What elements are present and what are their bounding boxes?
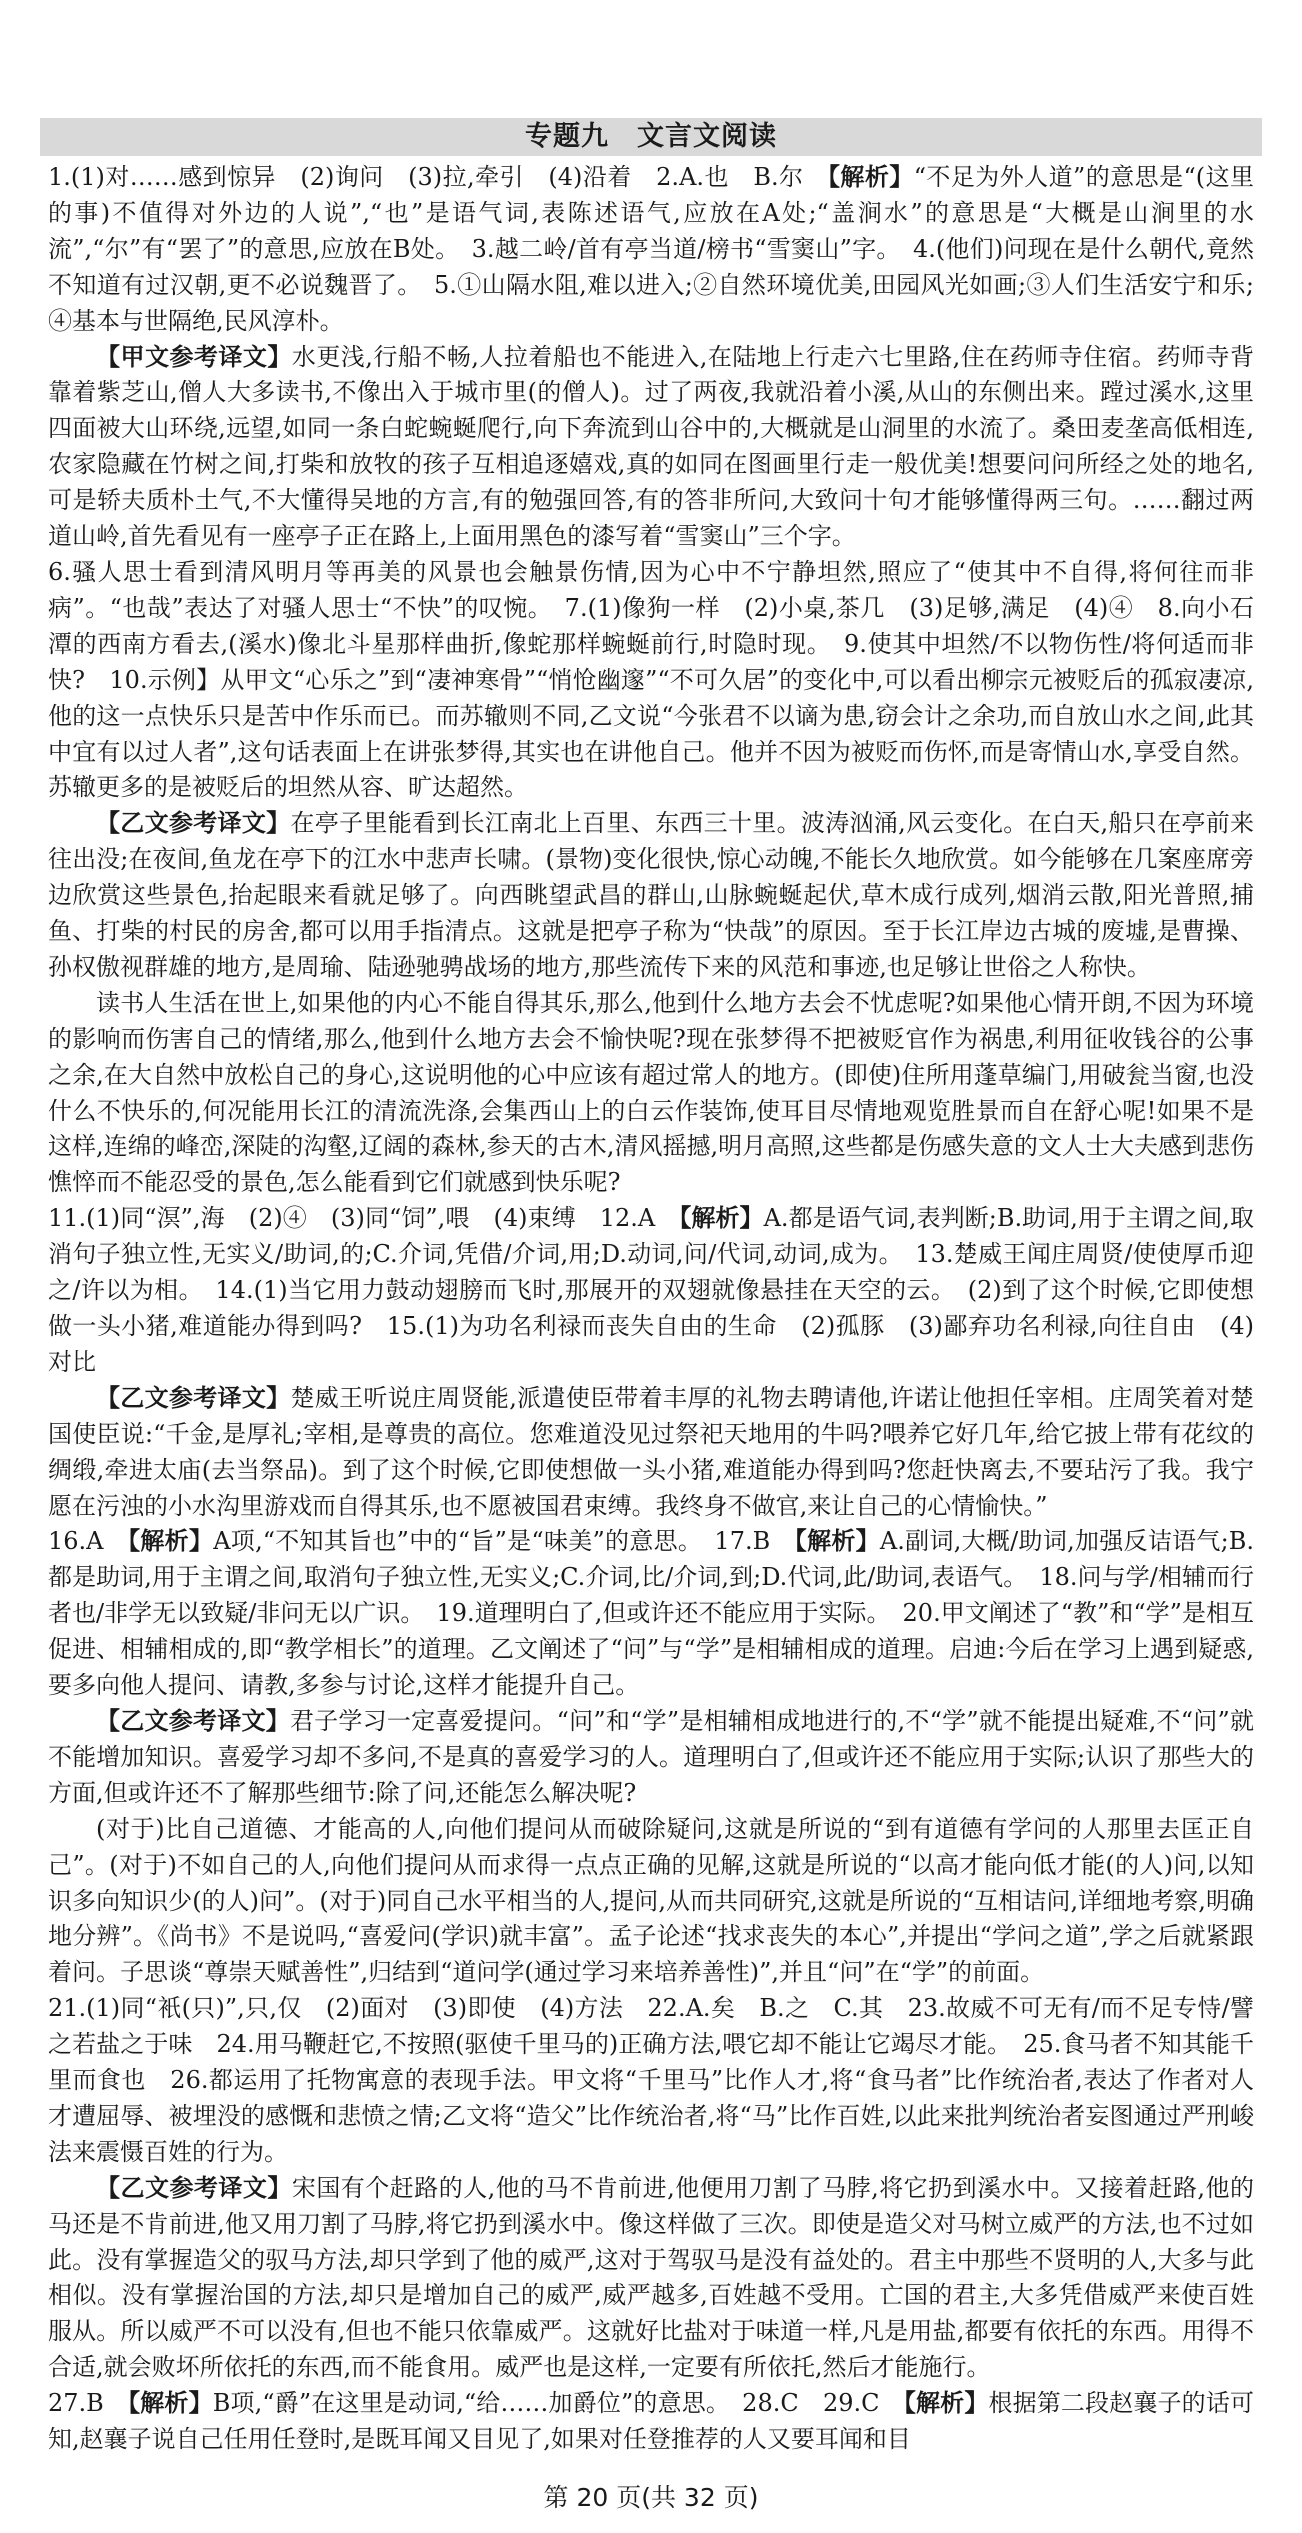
translation-paragraph: 【甲文参考译文】水更浅,行船不畅,人拉着船也不能进入,在陆地上行走六七里路,住在药师寺住宿。药师寺背靠着紫芝山,僧人大多读书,不像出入于城市里(的僧人)。过了两夜,我就沿着小溪,从山的东侧出来。蹚过溪水,这里四面被大山环绕,远望,如同一条白蛇蜿蜒爬行,向下奔流到山谷中的,大概就是山洞里的水流了。桑田麦垄高低相连,农家隐藏在竹树之间,打柴和放牧的孩子互相追逐嬉戏,真的如同在图画里行走一般优美!想要问问所经之处的地名,可是轿夫质朴土气,不大懂得吴地的方言,有的勉强回答,有的答非所问,大致问十句才能够懂得两三句。……翻过两道山岭,首先看见有一座亭子正在路上,上面用黑色的漆写着“雪窦山”三个字。 [48, 342, 1255, 551]
answer-tag: 【解析】 [794, 1527, 880, 1556]
answer-paragraph: 6.骚人思士看到清风明月等再美的风景也会触景伤情,因为心中不宁静坦然,照应了“使其中不自得,将何往而非病”。“也哉”表达了对骚人思士“不快”的叹惋。 7.(1)像狗一样 (2)小桌,茶几 (3)足够,满足 (4)④ 8.向小石潭的西南方看去,(溪水)像北斗星那样曲折,像蛇那样蜿蜒前行,时隐时现。 9.使其中坦然/不以物伤性/将何适而非快? 10.示例】从甲文“心乐之”到“凄神寒骨”“悄怆幽邃”“不可久居”的变化中,可以看出柳宗元被贬后的孤寂凄凉,他的这一点快乐只是苦中作乐而已。而苏辙则不同,乙文说“今张君不以谪为患,窃会计之余功,而自放山水之间,此其中宜有以过人者”,这句话表面上在讲张梦得,其实也在讲他自己。他并不因为被贬而伤怀,而是寄情山水,享受自然。苏辙更多的是被贬后的坦然从容、旷达超然。 [48, 557, 1254, 802]
answer-tag: 【解析】 [903, 2389, 989, 2418]
section-title-bar [40, 118, 1262, 156]
answer-tag: 【解析】 [128, 2389, 213, 2418]
answer-paragraph: 16.A 【解析】A项,“不知其旨也”中的“旨”是“味美”的意思。 17.B 【解析】A.副词,大概/助词,加强反诘语气;B.都是助词,用于主谓之间,取消句子独立性,无实义;C.介词,比/介词,到;D.代词,此/助词,表语气。 18.问与学/相辅而行者也/非学无以致疑/非问无以广识。 19.道理明白了,但或许还不能应用于实际。 20.甲文阐述了“教”和“学”是相互促进、相辅相成的,即“教学相长”的道理。乙文阐述了“问”与“学”是相辅相成的道理。启迪:今后在学习上遇到疑惑,要多向他人提问、请教,多参与讨论,这样才能提升自己。 [48, 1527, 1255, 1700]
answer-tag: 【乙文参考译文】 [96, 809, 291, 838]
answer-tag: 【解析】 [679, 1204, 764, 1233]
answer-tag: 【解析】 [128, 1527, 214, 1556]
answer-content [48, 160, 1254, 2458]
translation-paragraph: 【乙文参考译文】宋国有个赶路的人,他的马不肯前进,他便用刀割了马脖,将它扔到溪水中。又接着赶路,他的马还是不肯前进,他又用刀割了马脖,将它扔到溪水中。像这样做了三次。即使是造父对马树立威严的方法,也不过如此。没有掌握造父的驭马方法,却只学到了他的威严,这对于驾驭马是没有益处的。君主中那些不贤明的人,大多与此相似。没有掌握治国的方法,却只是增加自己的威严,威严越多,百姓越不受用。亡国的君主,大多凭借威严来使百姓服从。所以威严不可以没有,但也不能只依靠威严。这就好比盐对于味道一样,凡是用盐,都要有依托的东西。用得不合适,就会败坏所依托的东西,而不能食用。威严也是这样,一定要有所依托,然后才能施行。 [48, 2173, 1255, 2382]
answer-paragraph: 21.(1)同“衹(只)”,只,仅 (2)面对 (3)即使 (4)方法 22.A.矣 B.之 C.其 23.故威不可无有/而不足专恃/譬之若盐之于味 24.用马鞭赶它,不按照(驱使千里马的)正确方法,喂它却不能让它竭尽才能。 25.食马者不知其能千里而食也 26.都运用了托物寓意的表现手法。甲文将“千里马”比作人才,将“食马者”比作统治者,表达了作者对人才遭屈辱、被埋没的感慨和悲愤之情;乙文将“造父”比作统治者,将“马”比作百姓,以此来批判统治者妄图通过严刑峻法来震慑百姓的行为。 [48, 1994, 1254, 2166]
answer-tag: 【解析】 [827, 163, 914, 191]
answer-paragraph: 1.(1)对……感到惊异 (2)询问 (3)拉,牵引 (4)沿着 2.A.也 B.尔 【解析】“不足为外人道”的意思是“(这里的事)不值得对外边的人说”,“也”是语气词,表陈述语气,应放在A处;“盖涧水”的意思是“大概是山涧里的水流”,“尔”有“罢了”的意思,应放在B处。 3.越二岭/首有亭当道/榜书“雪窦山”字。 4.(他们)问现在是什么朝代,竟然不知道有过汉朝,更不必说魏晋了。 5.①山隔水阻,难以进入;②自然环境优美,田园风光如画;③人们生活安宁和乐;④基本与世隔绝,民风淳朴。 [48, 163, 1255, 335]
answer-tag: 【乙文参考译文】 [96, 2173, 292, 2202]
answer-tag: 【乙文参考译文】 [96, 1706, 290, 1735]
translation-paragraph: 【乙文参考译文】在亭子里能看到长江南北上百里、东西三十里。波涛汹涌,风云变化。在白天,船只在亭前来往出没;在夜间,鱼龙在亭下的江水中悲声长啸。(景物)变化很快,惊心动魄,不能长久地欣赏。如今能够在几案座席旁边欣赏这些景色,抬起眼来看就足够了。向西眺望武昌的群山,山脉蜿蜒起伏,草木成行成列,烟消云散,阳光普照,捕鱼、打柴的村民的房舍,都可以用手指清点。这就是把亭子称为“快哉”的原因。至于长江岸边古城的废墟,是曹操、孙权傲视群雄的地方,是周瑜、陆逊驰骋战场的地方,那些流传下来的风范和事迹,也足够让世俗之人称快。 [48, 809, 1255, 981]
translation-paragraph: (对于)比自己道德、才能高的人,向他们提问从而破除疑问,这就是所说的“到有道德有学问的人那里去匡正自己”。(对于)不如自己的人,向他们提问从而求得一点点正确的见解,这就是所说的“以高才能向低才能(的人)问,以知识多向知识少(的人)问”。(对于)同自己水平相当的人,提问,从而共同研究,这就是所说的“互相诘问,详细地考察,明确地分辨”。《尚书》不是说吗,“喜爱问(学识)就丰富”。孟子论述“找求丧失的本心”,并提出“学问之道”,学之后就紧跟着问。子思谈“尊崇天赋善性”,归结到“道问学(通过学习来培养善性)”,并且“问”在“学”的前面。 [48, 1814, 1254, 1987]
answer-paragraph: 11.(1)同“溟”,海 (2)④ (3)同“饲”,喂 (4)束缚 12.A 【解析】A.都是语气词,表判断;B.助词,用于主谓之间,取消句子独立性,无实义/助词,的;C.介词,凭借/介词,用;D.动词,问/代词,动词,成为。 13.楚威王闻庄周贤/使使厚币迎之/许以为相。 14.(1)当它用力鼓动翅膀而飞时,那展开的双翅就像悬挂在天空的云。 (2)到了这个时候,它即使想做一头小猪,难道能办得到吗? 15.(1)为功名利禄而丧失自由的生命 (2)孤豚 (3)鄙弃功名利禄,向往自由 (4)对比 [48, 1204, 1254, 1376]
answer-paragraph: 27.B 【解析】B项,“爵”在这里是动词,“给……加爵位”的意思。 28.C 29.C 【解析】根据第二段赵襄子的话可知,赵襄子说自己任用任登时,是既耳闻又目见了,如果对任登推荐的人又要耳闻和目 [48, 2389, 1254, 2454]
answer-tag: 【乙文参考译文】 [96, 1383, 291, 1412]
section-title: 专题九 文言文阅读 [525, 121, 777, 152]
translation-paragraph: 【乙文参考译文】楚威王听说庄周贤能,派遣使臣带着丰厚的礼物去聘请他,许诺让他担任宰相。庄周笑着对楚国使臣说:“千金,是厚礼;宰相,是尊贵的高位。您难道没见过祭祀天地用的牛吗?喂养它好几年,给它披上带有花纹的绸缎,牵进太庙(去当祭品)。到了这个时候,它即使想做一头小猪,难道能办得到吗?您赶快离去,不要玷污了我。我宁愿在污浊的小水沟里游戏而自得其乐,也不愿被国君束缚。我终身不做官,来让自己的心情愉快。” [48, 1383, 1255, 1520]
page-number: 第 20 页(共 32 页) [543, 2483, 759, 2512]
translation-paragraph: 【乙文参考译文】君子学习一定喜爱提问。“问”和“学”是相辅相成地进行的,不“学”就不能提出疑难,不“问”就不能增加知识。喜爱学习却不多问,不是真的喜爱学习的人。道理明白了,但或许还不能应用于实际;认识了那些大的方面,但或许还不了解那些细节:除了问,还能怎么解决呢? [48, 1706, 1254, 1807]
answer-tag: 【甲文参考译文】 [96, 342, 292, 371]
translation-paragraph: 读书人生活在世上,如果他的内心不能自得其乐,那么,他到什么地方去会不忧虑呢?如果他心情开朗,不因为环境的影响而伤害自己的情绪,那么,他到什么地方去会不愉快呢?现在张梦得不把被贬官作为祸患,利用征收钱谷的公事之余,在大自然中放松自己的身心,这说明他的心中应该有超过常人的地方。(即使)住所用蓬草编门,用破瓮当窗,也没什么不快乐的,何况能用长江的清流洗涤,会集西山上的白云作装饰,使耳目尽情地观览胜景而自在舒心呢!如果不是这样,连绵的峰峦,深陡的沟壑,辽阔的森林,参天的古木,清风摇撼,明月高照,这些都是伤感失意的文人士大夫感到悲伤憔悴而不能忍受的景色,怎么能看到它们就感到快乐呢? [48, 988, 1254, 1197]
